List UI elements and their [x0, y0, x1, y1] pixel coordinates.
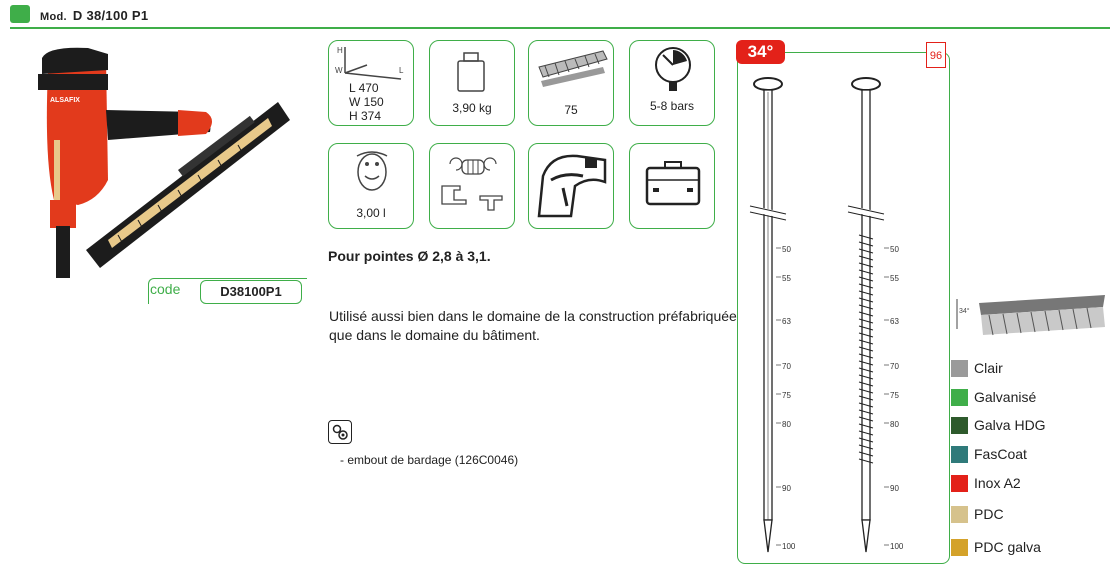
model-name: D 38/100 P1 — [72, 8, 149, 23]
weight-value: 3,90 kg — [452, 101, 492, 115]
trigger-icon — [531, 146, 611, 226]
finish-swatch — [951, 360, 968, 377]
svg-text:ALSAFIX: ALSAFIX — [50, 97, 80, 104]
weight-icon — [452, 51, 492, 95]
spec-tile-case — [629, 143, 715, 229]
nails-drawing — [740, 70, 945, 562]
spec-tile-trigger — [528, 143, 614, 229]
finish-swatch — [951, 446, 968, 463]
finish-label: Inox A2 — [974, 475, 1021, 491]
nail-diameter-note: Pour pointes Ø 2,8 à 3,1. — [328, 248, 491, 264]
strip-angle-label: 34° — [959, 308, 970, 315]
spec-tile-magazine — [528, 40, 614, 126]
product-code: D38100P1 — [200, 280, 302, 304]
smooth-nail-length-label: 100 — [782, 542, 796, 551]
carry-case-icon — [643, 160, 703, 210]
accessory-icon — [328, 420, 352, 444]
firing-mode-icon — [432, 148, 512, 224]
smooth-nail-length-label: 63 — [782, 317, 791, 326]
code-label: code — [150, 281, 181, 297]
spec-tile-dimensions — [328, 40, 414, 126]
ring-nail-length-label: 75 — [890, 391, 899, 400]
finish-swatch — [951, 506, 968, 523]
ring-nail-length-label: 80 — [890, 420, 899, 429]
ring-nail-length-label: 100 — [890, 542, 904, 551]
nailer-tool-image — [28, 40, 298, 290]
pressure-gauge-icon — [651, 45, 695, 93]
smooth-nail — [750, 78, 786, 552]
dim-height: H 374 — [349, 109, 382, 123]
ring-nail-length-label: 55 — [890, 274, 899, 283]
header-rule — [10, 27, 1110, 29]
ring-shank-nail — [848, 78, 884, 552]
smooth-nail-length-label: 70 — [782, 362, 791, 371]
smooth-nail-length-label: 90 — [782, 484, 791, 493]
header-marker — [10, 5, 30, 23]
finish-label: FasCoat — [974, 446, 1027, 462]
finish-label: PDC galva — [974, 539, 1041, 555]
dim-length: L 470 — [349, 81, 379, 95]
ring-nail-length-label: 90 — [890, 484, 899, 493]
spec-tile-consumption — [328, 143, 414, 229]
finish-swatch — [951, 417, 968, 434]
ring-nail-length-label: 63 — [890, 317, 899, 326]
smooth-nail-length-label: 80 — [782, 420, 791, 429]
dimensions-icon — [329, 43, 413, 83]
finish-swatch — [951, 539, 968, 556]
finish-label: Galvanisé — [974, 389, 1037, 405]
finish-label: Clair — [974, 360, 1003, 376]
smooth-nail-length-label: 75 — [782, 391, 791, 400]
svg-text:L: L — [399, 66, 404, 75]
accessory-item: - embout de bardage (126C0046) — [340, 453, 519, 467]
model-title — [40, 8, 148, 23]
usage-description: Utilisé aussi bien dans le domaine de la construction préfabriquée que dans le domaine du bâtiment. — [329, 308, 737, 343]
dim-width: W 150 — [349, 95, 384, 109]
magazine-capacity: 75 — [564, 103, 578, 117]
finish-swatch — [951, 389, 968, 406]
ring-nail-length-label: 70 — [890, 362, 899, 371]
finish-swatch — [951, 475, 968, 492]
spec-tile-pressure — [629, 40, 715, 126]
nail-strip-icon — [533, 47, 611, 93]
air-consumption-icon — [347, 148, 397, 198]
pressure-range: 5-8 bars — [649, 99, 695, 113]
page-reference: 96 — [926, 42, 946, 68]
ring-nail-length-label: 50 — [890, 245, 899, 254]
nail-strip-image — [953, 293, 1109, 339]
air-consumption: 3,00 l — [356, 206, 386, 220]
smooth-nail-length-label: 50 — [782, 245, 791, 254]
finish-label: Galva HDG — [974, 417, 1046, 433]
spec-tile-firing-mode — [429, 143, 515, 229]
angle-badge: 34° — [736, 40, 785, 64]
spec-tile-weight — [429, 40, 515, 126]
smooth-nail-length-label: 55 — [782, 274, 791, 283]
finish-label: PDC — [974, 506, 1004, 522]
svg-text:H: H — [337, 46, 343, 55]
mod-label: Mod. — [40, 11, 67, 23]
svg-text:W: W — [335, 66, 343, 75]
